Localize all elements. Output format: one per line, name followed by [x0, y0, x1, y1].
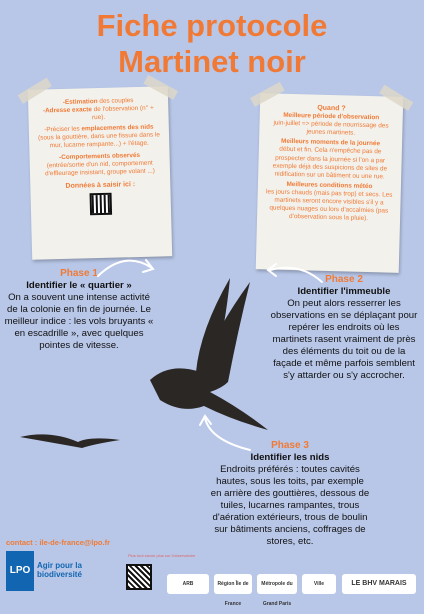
- contact-link[interactable]: contact : ile-de-france@lpo.fr: [6, 538, 110, 547]
- logo-region: Région Île de France: [214, 574, 252, 594]
- logo-metropole: Métropole du Grand Paris: [257, 574, 297, 594]
- page-title: Fiche protocole Martinet noir: [96, 8, 328, 79]
- observatoire-note: Plus tout savoir plus sur l'observatoire: [128, 553, 196, 558]
- logo-bhv: LE BHV MARAIS: [342, 574, 416, 594]
- side-credit: [414, 240, 422, 570]
- left-note: -Estimation des couples -Adresse exacte de l'observation (n° + rue). -Préciser les emplacements des nids (sous la gouttière, dans une fissure dans le mur, lucarne rampante...) + l'étage. -Comportements observés (entrée/sortie d'un nid, comportement d'effleurage insistant, groupe volant ...) Données à saisir ici :: [28, 86, 172, 260]
- agir-slogan: Agir pour la biodiversité: [37, 561, 82, 579]
- swift-bird-icon: [20, 434, 120, 448]
- lpo-logo: LPO: [6, 551, 34, 591]
- logo-arb: ARB: [167, 574, 209, 594]
- curved-arrow-icon: [98, 260, 153, 276]
- phase-2: Phase 2 Identifier l'immeuble On peut alors resserrer les observations en se déplaçant pour repérer les endroits où les martinets rasent vraiment de près des éléments du toit ou de la façade et même parfois semblent s'y attarder ou s'y accrocher.: [270, 274, 418, 381]
- right-note: Quand ? Meilleure période d'observation juin-juillet => période de nourrissage des jeunes martinets. Meilleurs moments de la journée début et fin. Cela n'empêche pas de prospecter dans la journée si l'on a par exemple déjà des suspicions de sites de nidification sur un bâtiment ou une rue. Meilleures conditions météo les jours chauds (mais pas trop) et secs. Les martinets seront encore visibles s'il y a quelques nuages ou lors d'accalmies (pas d'observation sous la pluie).: [256, 93, 404, 273]
- phase-1: Phase 1 Identifier le « quartier » On a souvent une intense activité de la colonie en fin de journée. Le meilleur indice : les vols bruyants « en escadrille », avec quelques pointes de vitesse.: [4, 268, 154, 351]
- phase-3: Phase 3 Identifier les nids Endroits préférés : toutes cavités hautes, sous les toits, par exemple en arrière des gouttières, dessous de tuiles, lucarnes rampantes, trous d'aération extérieurs, trous de boulin sur bâtiments anciens, coffrages de stores, etc.: [210, 440, 370, 547]
- curved-arrow-icon: [268, 264, 322, 282]
- qr-code-icon[interactable]: [126, 564, 152, 590]
- swift-bird-icon: [150, 278, 268, 430]
- logo-ville: Ville: [302, 574, 336, 594]
